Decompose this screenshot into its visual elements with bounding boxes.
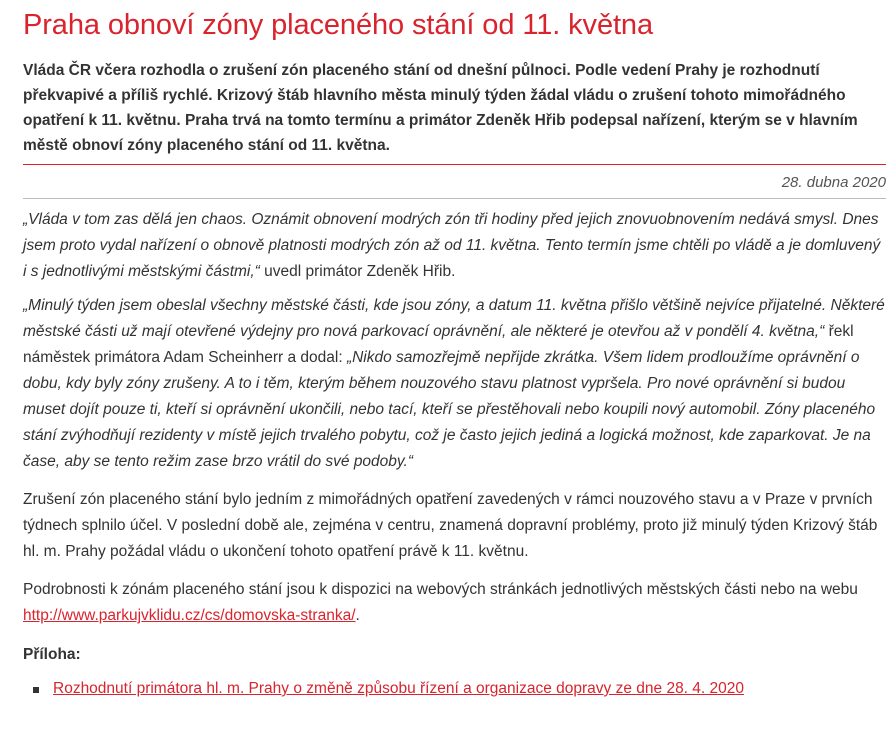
attachment-link[interactable]: Rozhodnutí primátora hl. m. Prahy o změně způsobu řízení a organizace dopravy ze dne 28. 4. 2020 <box>53 680 745 697</box>
details-text: Podrobnosti k zónám placeného stání jsou k dispozici na webových stránkách jednotlivých městských části nebo na webu <box>23 581 858 598</box>
attachment-list <box>23 676 886 702</box>
mayor-attribution: uvedl primátor Zdeněk Hřib. <box>259 263 456 280</box>
deputy-quote-second: „Nikdo samozřejmě nepřijde zkrátka. Všem lidem prodloužíme oprávnění o dobu, kdy byly zóny zrušeny. A to i těm, kterým během nouzového stavu platnost vypršela. Pro nové oprávnění si budou muset dojít pouze ti, kteří si oprávnění ukončili, nebo tací, kteří se přestěhovali nebo koupili nový automobil. Zóny placeného stání zvýhodňují rezidenty v místě jejich trvalého pobytu, což je často jejich jediná a logická možnost, kde zaparkovat. Je na čase, aby se tento režim zase brzo vrátil do své podoby.“ <box>23 349 876 470</box>
mayor-quote: „Vláda v tom zas dělá jen chaos. Oznámit obnovení modrých zón tři hodiny před jejich znovuobnovením nedává smysl. Dnes jsem proto vydal nařízení o obnově platnosti modrých zón až od 11. května. Tento termín jsme chtěli po vládě a je domluvený i s jednotlivými městskými částmi,“ <box>23 211 881 280</box>
attachment-heading: Příloha: <box>23 646 81 663</box>
publish-date: 28. dubna 2020 <box>781 174 886 191</box>
parking-website-link[interactable]: http://www.parkujvklidu.cz/cs/domovska-stranka/ <box>23 607 356 624</box>
details-end: . <box>355 607 360 624</box>
paragraph-quote-deputy <box>23 293 886 475</box>
paragraph-background: Zrušení zón placeného stání bylo jedním z mimořádných opatření zavedených v rámci nouzového stavu a v Praze v prvních týdnech splnilo účel. V poslední době ale, zejména v centru, znamená dopravní problémy, proto již minulý týden Krizový štáb hl. m. Prahy požádal vládu o ukončení tohoto opatření právě k 11. květnu. <box>23 491 878 560</box>
attachment-item <box>23 676 886 702</box>
article-perex: Vláda ČR včera rozhodla o zrušení zón placeného stání od dnešní půlnoci. Podle vedení Prahy je rozhodnutí překvapivé a příliš rychlé. Krizový štáb hlavního města minulý týden žádal vládu o zrušení tohoto mimořádného opatření k 11. květnu. Praha trvá na tomto termínu a primátor Zdeněk Hřib podepsal nařízení, kterým se v hlavním městě obnoví zóny placeného stání od 11. května. <box>23 62 858 154</box>
paragraph-details <box>23 577 886 629</box>
paragraph-quote-mayor <box>23 207 886 285</box>
deputy-attribution: řekl náměstek primátora Adam Scheinherr a dodal: <box>23 323 854 366</box>
article-title: Praha obnoví zóny placeného stání od 11. května <box>23 9 653 41</box>
square-bullet-icon <box>33 687 39 693</box>
date-divider <box>23 198 886 199</box>
deputy-quote-first: „Minulý týden jsem obeslal všechny městské části, kde jsou zóny, a datum 11. května přišlo většině nejvíce přijatelné. Některé městské části už mají otevřené výdejny pro nová parkovací oprávnění, ale některé je otevřou až v pondělí 4. května,“ <box>23 297 885 340</box>
